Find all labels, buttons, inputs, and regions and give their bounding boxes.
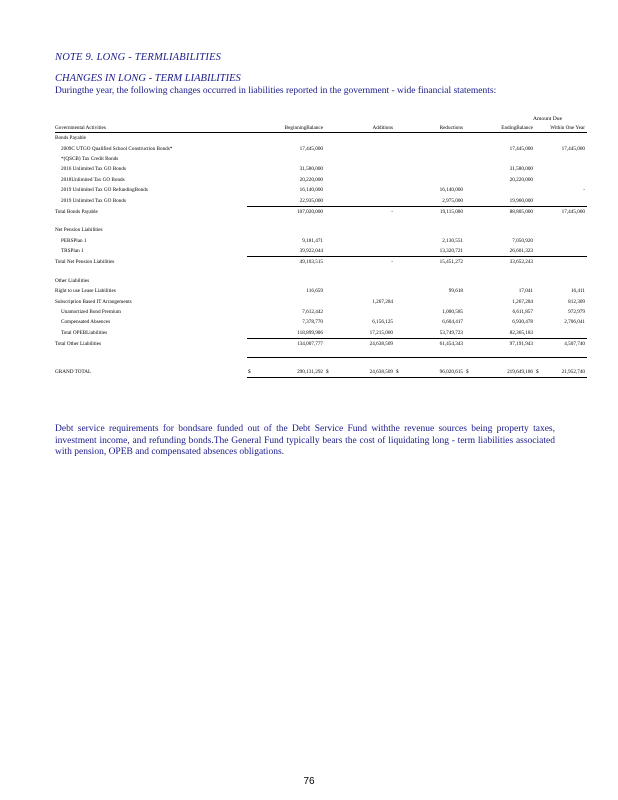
total-row <box>55 206 587 217</box>
cell-within <box>535 154 587 164</box>
cell-within <box>535 246 587 257</box>
cell-ending: 26,601,323 <box>509 248 533 255</box>
row-label: Unamortized Bond Premium <box>61 309 121 316</box>
row-label: Total OPEBLiabilities <box>61 330 108 337</box>
currency-symbol: $ <box>248 368 251 375</box>
row-label: Bonds Payable <box>55 135 86 142</box>
cell-ending <box>465 133 535 144</box>
cell-within: 17,445,000 <box>561 145 585 152</box>
cell-beginning: 39,922,044 <box>299 248 323 255</box>
cell-additions <box>325 164 395 174</box>
header-within-one-year: Within One Year <box>535 117 587 133</box>
table-row <box>55 195 587 206</box>
cell-ending: 7,050,920 <box>512 237 533 244</box>
cell-within: 812,309 <box>568 298 585 305</box>
row-label: Right to use Lease Liabilities <box>55 288 116 295</box>
cell-additions <box>325 195 395 206</box>
cell-ending: 33,652,243 <box>465 257 535 268</box>
cell-ending: 97,191,943 <box>465 339 535 350</box>
cell-additions: 24,638,509 <box>325 339 395 350</box>
cell-additions <box>325 225 395 235</box>
cell-ending: 17,445,000 <box>509 145 533 152</box>
row-label: Total Other Liabilities <box>55 340 102 347</box>
cell-ending: 20,220,000 <box>509 176 533 183</box>
cell-additions <box>325 236 395 246</box>
cell-beginning <box>247 296 325 306</box>
cell-value: 21,952,740 <box>561 368 585 375</box>
cell-reductions: 99,618 <box>448 288 463 295</box>
intro-paragraph: Duringthe year, the following changes occurred in liabilities reported in the government - wide financial statements: <box>55 86 497 96</box>
cell-within <box>535 328 587 339</box>
cell-beginning <box>247 133 325 144</box>
row-label: Compensated Absences <box>61 319 111 326</box>
cell-beginning: 118,899,906 <box>297 329 323 336</box>
cell-reductions <box>395 225 465 235</box>
cell-beginning: 134,007,777 <box>247 339 325 350</box>
cell-additions: - <box>325 257 395 268</box>
cell-additions <box>325 246 395 257</box>
table-row <box>55 164 587 174</box>
section-row <box>55 276 587 286</box>
cell-ending <box>465 225 535 235</box>
cell-reductions <box>395 296 465 306</box>
cell-reductions <box>395 133 465 144</box>
cell-within <box>535 195 587 206</box>
cell-reductions <box>395 358 465 377</box>
cell-beginning <box>247 358 325 377</box>
table-row <box>55 143 587 153</box>
currency-symbol: $ <box>326 368 329 375</box>
cell-within: 16,411 <box>570 288 585 295</box>
cell-reductions: 19,115,000 <box>395 206 465 217</box>
table-row <box>55 175 587 185</box>
cell-ending: 1,267,284 <box>512 298 533 305</box>
cell-reductions: 15,451,272 <box>395 257 465 268</box>
row-label: 2019 Unlimited Tax GO Bonds <box>61 197 126 204</box>
cell-within <box>535 175 587 185</box>
table-row <box>55 286 587 296</box>
cell-additions: - <box>325 206 395 217</box>
cell-reductions: 16,140,000 <box>439 187 463 194</box>
header-reductions: Reductions <box>395 117 465 133</box>
header-additions: Additions <box>325 117 395 133</box>
cell-beginning: 9,181,471 <box>302 237 323 244</box>
cell-within: 972,979 <box>568 309 585 316</box>
table-row <box>55 246 587 257</box>
table-header-row <box>55 117 587 133</box>
cell-additions: 17,215,000 <box>369 329 393 336</box>
table-row <box>55 317 587 327</box>
currency-symbol: $ <box>466 368 469 375</box>
table-row <box>55 154 587 164</box>
cell-reductions <box>395 175 465 185</box>
cell-reductions: 6,604,417 <box>442 319 463 326</box>
amount-due-header: Amount Due <box>533 116 563 122</box>
cell-within <box>535 358 587 377</box>
row-label: 2016 Unlimited Tax GO Bonds <box>61 166 126 173</box>
cell-reductions: 2,130,551 <box>442 237 463 244</box>
table-row <box>55 307 587 317</box>
cell-additions <box>325 307 395 317</box>
cell-within <box>535 276 587 286</box>
liabilities-table <box>55 117 587 378</box>
cell-within <box>535 164 587 174</box>
cell-additions <box>325 133 395 144</box>
cell-value: 96,020,615 <box>439 368 463 375</box>
cell-ending: 82,365,183 <box>509 329 533 336</box>
cell-ending: 17,041 <box>518 288 533 295</box>
table-row <box>55 296 587 306</box>
cell-additions <box>325 276 395 286</box>
row-label: TRSPlan 1 <box>61 248 84 255</box>
cell-value: 219,649,186 <box>507 368 533 375</box>
cell-beginning: 107,020,000 <box>247 206 325 217</box>
cell-additions: 6,156,125 <box>372 319 393 326</box>
changes-title: CHANGES IN LONG - TERM LIABILITIES <box>55 73 241 84</box>
row-label: 2019 Unlimited Tax GO RefundingBonds <box>61 187 148 194</box>
cell-ending <box>465 358 535 377</box>
row-label: Other Liabilities <box>55 277 90 284</box>
row-label: Total Net Pension Liabilities <box>55 259 115 266</box>
cell-additions <box>325 286 395 296</box>
currency-symbol: $ <box>536 368 539 375</box>
page-number: 76 <box>303 776 315 787</box>
cell-reductions: 53,749,723 <box>439 329 463 336</box>
cell-beginning: 7,378,770 <box>302 319 323 326</box>
cell-beginning: 16,140,000 <box>299 187 323 194</box>
cell-additions <box>325 175 395 185</box>
cell-additions: 1,267,284 <box>372 298 393 305</box>
cell-additions <box>325 185 395 195</box>
cell-reductions: 13,320,721 <box>439 248 463 255</box>
cell-ending: 6,930,478 <box>512 319 533 326</box>
cell-value: 24,638,509 <box>369 368 393 375</box>
cell-ending: 88,805,000 <box>465 206 535 217</box>
spacer-row <box>55 268 587 276</box>
row-label: Subscription Based IT Arrangements <box>55 298 132 305</box>
cell-beginning: 20,220,000 <box>299 176 323 183</box>
cell-within <box>535 225 587 235</box>
cell-ending: 31,580,000 <box>509 166 533 173</box>
cell-within <box>535 236 587 246</box>
cell-ending: 6,611,857 <box>512 309 533 316</box>
cell-within: 17,445,000 <box>535 206 587 217</box>
cell-additions <box>325 154 395 164</box>
cell-beginning <box>247 154 325 164</box>
cell-within: - <box>583 187 585 194</box>
cell-reductions <box>395 276 465 286</box>
cell-beginning: 49,103,515 <box>247 257 325 268</box>
note-title: NOTE 9. LONG - TERMLIABILITIES <box>55 52 222 63</box>
header-ending-balance: EndingBalance <box>465 117 535 133</box>
cell-beginning: 7,612,442 <box>302 309 323 316</box>
cell-reductions: 61,454,343 <box>395 339 465 350</box>
cell-reductions: 2,975,000 <box>442 197 463 204</box>
table-row <box>55 185 587 195</box>
section-row <box>55 133 587 144</box>
row-label: 2018Unlimited Tax GO Bonds <box>61 176 125 183</box>
spacer-row <box>55 217 587 225</box>
cell-reductions <box>395 164 465 174</box>
cell-within <box>535 257 587 268</box>
cell-beginning: 17,445,000 <box>299 145 323 152</box>
cell-beginning: 116,659 <box>306 288 323 295</box>
cell-ending <box>465 185 535 195</box>
cell-beginning <box>247 225 325 235</box>
header-description: Governmental Activities <box>55 117 247 133</box>
cell-within <box>535 133 587 144</box>
currency-symbol: $ <box>396 368 399 375</box>
grand-total-row <box>55 358 587 377</box>
cell-ending: 19,960,000 <box>509 197 533 204</box>
section-row <box>55 225 587 235</box>
spacer-row <box>55 349 587 358</box>
footer-paragraph: Debt service requirements for bondsare funded out of the Debt Service Fund withthe revenue sources being property taxes, investment income, and refunding bonds.The General Fund typically bears the cost of liquidating long - term liabilities associated with pension, OPEB and compensated absences obligations. <box>55 424 555 457</box>
cell-ending <box>465 154 535 164</box>
cell-beginning: 31,580,000 <box>299 166 323 173</box>
cell-beginning: 22,935,000 <box>299 197 323 204</box>
table-row <box>55 328 587 339</box>
cell-ending <box>465 276 535 286</box>
cell-within: 2,706,041 <box>564 319 585 326</box>
row-label: Net Pension Liabilities <box>55 227 103 234</box>
table-row <box>55 236 587 246</box>
row-label: GRAND TOTAL <box>55 368 92 375</box>
row-label: PERSPlan 1 <box>61 237 87 244</box>
cell-within: 4,507,740 <box>535 339 587 350</box>
row-label: 2009C UTGO Qualified School Construction Bonds* <box>61 145 173 152</box>
cell-additions <box>325 358 395 377</box>
cell-reductions <box>395 154 465 164</box>
row-label: *(QSCB) Tax Credit Bonds <box>61 155 119 162</box>
total-row <box>55 339 587 350</box>
cell-reductions <box>395 143 465 153</box>
cell-beginning <box>247 276 325 286</box>
total-row <box>55 257 587 268</box>
row-label: Total Bonds Payable <box>55 208 98 215</box>
header-beginning-balance: BeginningBalance <box>247 117 325 133</box>
cell-value: 290,131,292 <box>297 368 323 375</box>
cell-reductions: 1,000,585 <box>442 309 463 316</box>
cell-additions <box>325 143 395 153</box>
